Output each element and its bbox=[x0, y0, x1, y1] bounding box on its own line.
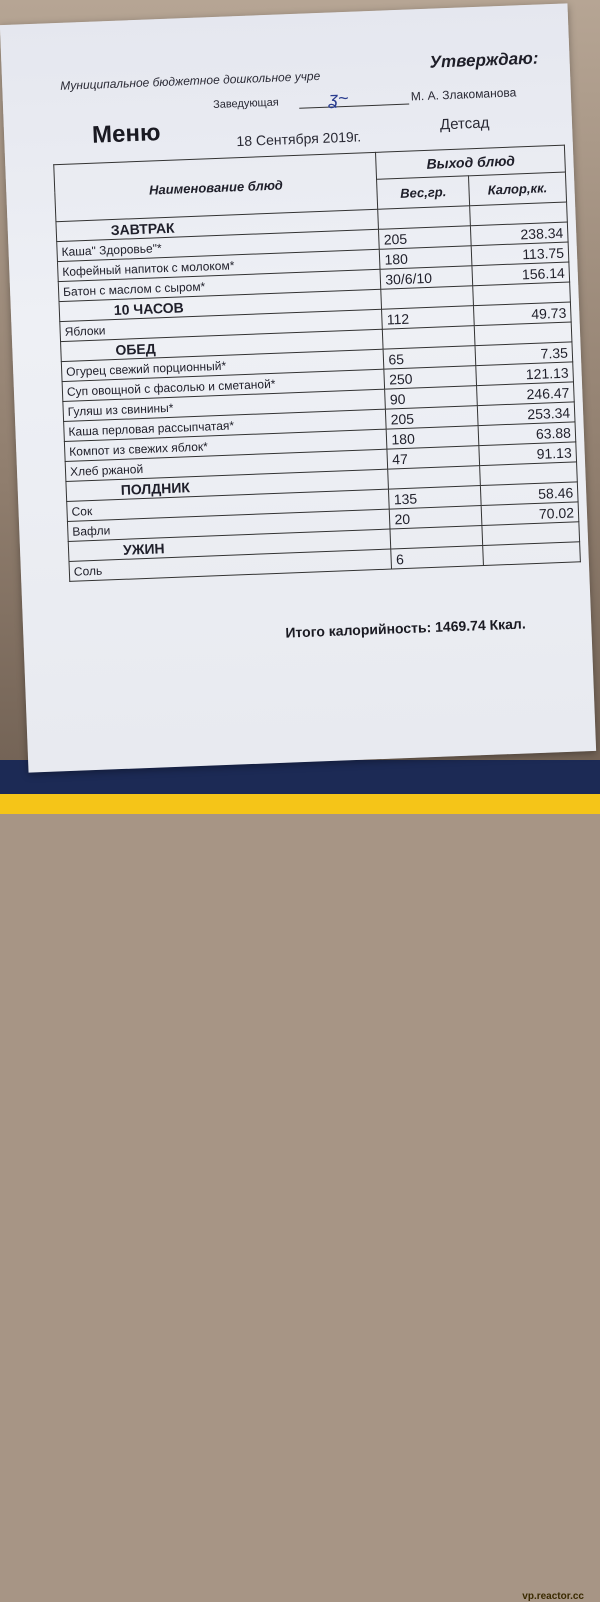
dish-name-cell: Огурец свежий порционный* bbox=[61, 349, 384, 381]
kcal-cell: 49.73 bbox=[473, 302, 571, 326]
kcal-cell: 70.02 bbox=[481, 502, 579, 526]
dish-name-cell: Каша перловая рассыпчатая* bbox=[64, 409, 387, 441]
dish-name-cell: ОБЕД bbox=[61, 329, 384, 361]
weight-cell: 6 bbox=[391, 546, 483, 569]
site-footer-bar bbox=[0, 794, 600, 1602]
organization-name: Муниципальное бюджетное дошкольное учре bbox=[59, 68, 321, 93]
dish-name-cell: Гуляш из свинины* bbox=[63, 389, 386, 421]
kcal-cell: 91.13 bbox=[479, 442, 577, 466]
dish-name-cell: Соль bbox=[69, 549, 392, 581]
weight-cell: 20 bbox=[390, 506, 482, 529]
weight-cell: 30/6/10 bbox=[380, 266, 472, 289]
kcal-cell: 58.46 bbox=[480, 482, 578, 506]
kcal-cell: 156.14 bbox=[472, 262, 570, 286]
dish-name-cell: Суп овощной с фасолью и сметаной* bbox=[62, 369, 385, 401]
menu-table-body bbox=[56, 202, 580, 581]
signature-icon: ʓ~ bbox=[328, 87, 349, 109]
dish-name-cell: Каша" Здоровье"* bbox=[57, 229, 380, 261]
dish-name-cell: ПОЛДНИК bbox=[66, 469, 389, 501]
kcal-cell: 238.34 bbox=[470, 222, 568, 246]
dish-name-cell: Яблоки bbox=[60, 309, 383, 341]
weight-cell: 47 bbox=[387, 446, 479, 469]
kcal-cell: 63.88 bbox=[478, 422, 576, 446]
site-watermark: vp.reactor.cc bbox=[522, 1591, 584, 1602]
signature-line bbox=[299, 104, 409, 109]
dish-name-cell: Хлеб ржаной bbox=[65, 449, 388, 481]
weight-cell: 250 bbox=[384, 366, 476, 389]
weight-cell: 180 bbox=[387, 426, 479, 449]
head-name: М. А. Злакоманова bbox=[410, 85, 517, 104]
page-title: Меню bbox=[91, 119, 161, 149]
weight-cell: 65 bbox=[383, 346, 475, 369]
kcal-cell: 253.34 bbox=[477, 402, 575, 426]
column-header-weight: Вес,гр. bbox=[377, 176, 470, 209]
dish-name-cell: ЗАВТРАК bbox=[56, 209, 379, 241]
dish-name-cell: Вафли bbox=[67, 509, 390, 541]
dish-name-cell: 10 ЧАСОВ bbox=[59, 289, 382, 321]
dish-name-cell: УЖИН bbox=[68, 529, 391, 561]
menu-date: 18 Сентября 2019г. bbox=[236, 128, 362, 150]
kindergarten-label: Детсад bbox=[439, 114, 490, 134]
column-header-output: Выход блюд bbox=[376, 145, 566, 180]
weight-cell: 135 bbox=[389, 486, 481, 509]
weight-cell: 90 bbox=[385, 386, 477, 409]
kcal-cell bbox=[483, 542, 581, 566]
weight-cell: 180 bbox=[380, 246, 472, 269]
dish-name-cell: Кофейный напиток с молоком* bbox=[57, 249, 380, 281]
menu-table bbox=[53, 145, 581, 582]
weight-cell: 205 bbox=[379, 226, 471, 249]
weight-cell: 205 bbox=[386, 406, 478, 429]
kcal-cell: 246.47 bbox=[476, 382, 574, 406]
dish-name-cell: Сок bbox=[67, 489, 390, 521]
column-header-name: Наименование блюд bbox=[54, 152, 378, 221]
dish-name-cell: Батон с маслом с сыром* bbox=[58, 269, 381, 301]
column-header-kcal: Калор,кк. bbox=[468, 173, 566, 206]
menu-sheet bbox=[0, 3, 596, 772]
kcal-cell: 121.13 bbox=[476, 362, 574, 386]
kcal-cell: 113.75 bbox=[471, 242, 569, 266]
total-calories: Итого калорийность: 1469.74 Ккал. bbox=[285, 615, 526, 641]
kcal-cell: 7.35 bbox=[475, 342, 573, 366]
approval-label: Утверждаю: bbox=[429, 48, 539, 72]
head-label: Заведующая bbox=[212, 96, 279, 112]
weight-cell: 112 bbox=[382, 306, 474, 329]
dish-name-cell: Компот из свежих яблок* bbox=[64, 429, 387, 461]
